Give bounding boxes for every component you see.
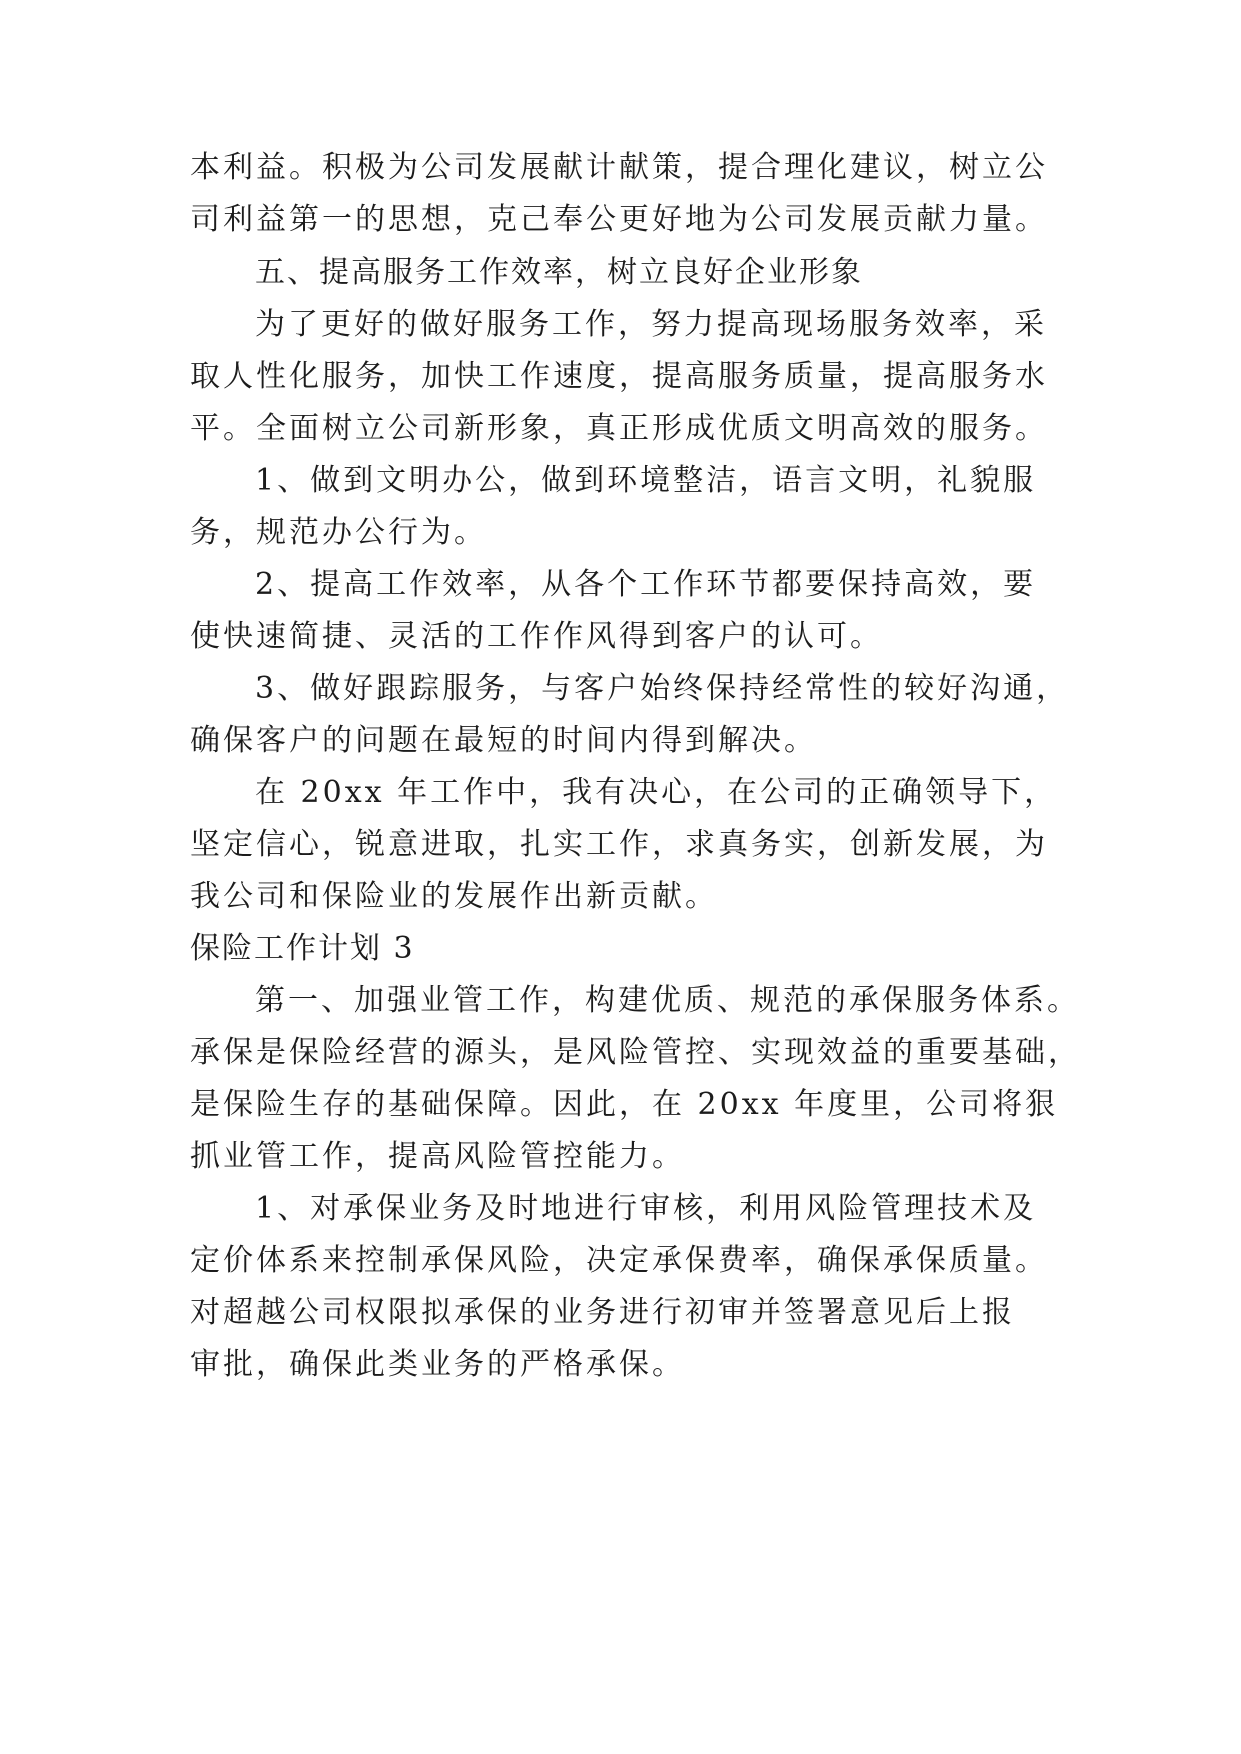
document-title: 保险工作计划 3 <box>190 931 415 966</box>
list-item-line: 定价体系来控制承保风险，决定承保费率，确保承保质量。 <box>190 1243 1048 1278</box>
list-item-line: 审批，确保此类业务的严格承保。 <box>190 1347 685 1382</box>
paragraph-line: 是保险生存的基础保障。因此，在 20xx 年度里，公司将狠 <box>190 1087 1059 1122</box>
list-item-line: 使快速简捷、灵活的工作作风得到客户的认可。 <box>190 619 883 654</box>
paragraph-line: 在 20xx 年工作中，我有决心，在公司的正确领导下， <box>255 775 1058 810</box>
paragraph-line: 承保是保险经营的源头，是风险管控、实现效益的重要基础， <box>190 1035 1081 1070</box>
section-heading: 五、提高服务工作效率，树立良好企业形象 <box>255 255 863 290</box>
paragraph-line: 我公司和保险业的发展作出新贡献。 <box>190 879 718 914</box>
list-item-line: 确保客户的问题在最短的时间内得到解决。 <box>190 723 817 758</box>
list-item-line: 对超越公司权限拟承保的业务进行初审并签署意见后上报 <box>190 1295 1015 1330</box>
list-item-line: 2、提高工作效率，从各个工作环节都要保持高效，要 <box>255 567 1037 602</box>
paragraph-line: 平。全面树立公司新形象，真正形成优质文明高效的服务。 <box>190 411 1048 446</box>
list-item-line: 3、做好跟踪服务，与客户始终保持经常性的较好沟通， <box>255 671 1070 706</box>
paragraph-line: 取人性化服务，加快工作速度，提高服务质量，提高服务水 <box>190 359 1048 394</box>
paragraph-line: 为了更好的做好服务工作，努力提高现场服务效率，采 <box>255 307 1047 342</box>
list-item-line: 1、做到文明办公，做到环境整洁，语言文明，礼貌服 <box>255 463 1037 498</box>
paragraph-line: 第一、加强业管工作，构建优质、规范的承保服务体系。 <box>255 983 1080 1018</box>
paragraph-line: 抓业管工作，提高风险管控能力。 <box>190 1139 685 1174</box>
paragraph-line: 司利益第一的思想，克己奉公更好地为公司发展贡献力量。 <box>190 202 1048 237</box>
paragraph-line: 本利益。积极为公司发展献计献策，提合理化建议，树立公 <box>190 150 1048 185</box>
list-item-line: 1、对承保业务及时地进行审核，利用风险管理技术及 <box>255 1191 1037 1226</box>
paragraph-line: 坚定信心，锐意进取，扎实工作，求真务实，创新发展，为 <box>190 827 1048 862</box>
list-item-line: 务，规范办公行为。 <box>190 515 487 550</box>
